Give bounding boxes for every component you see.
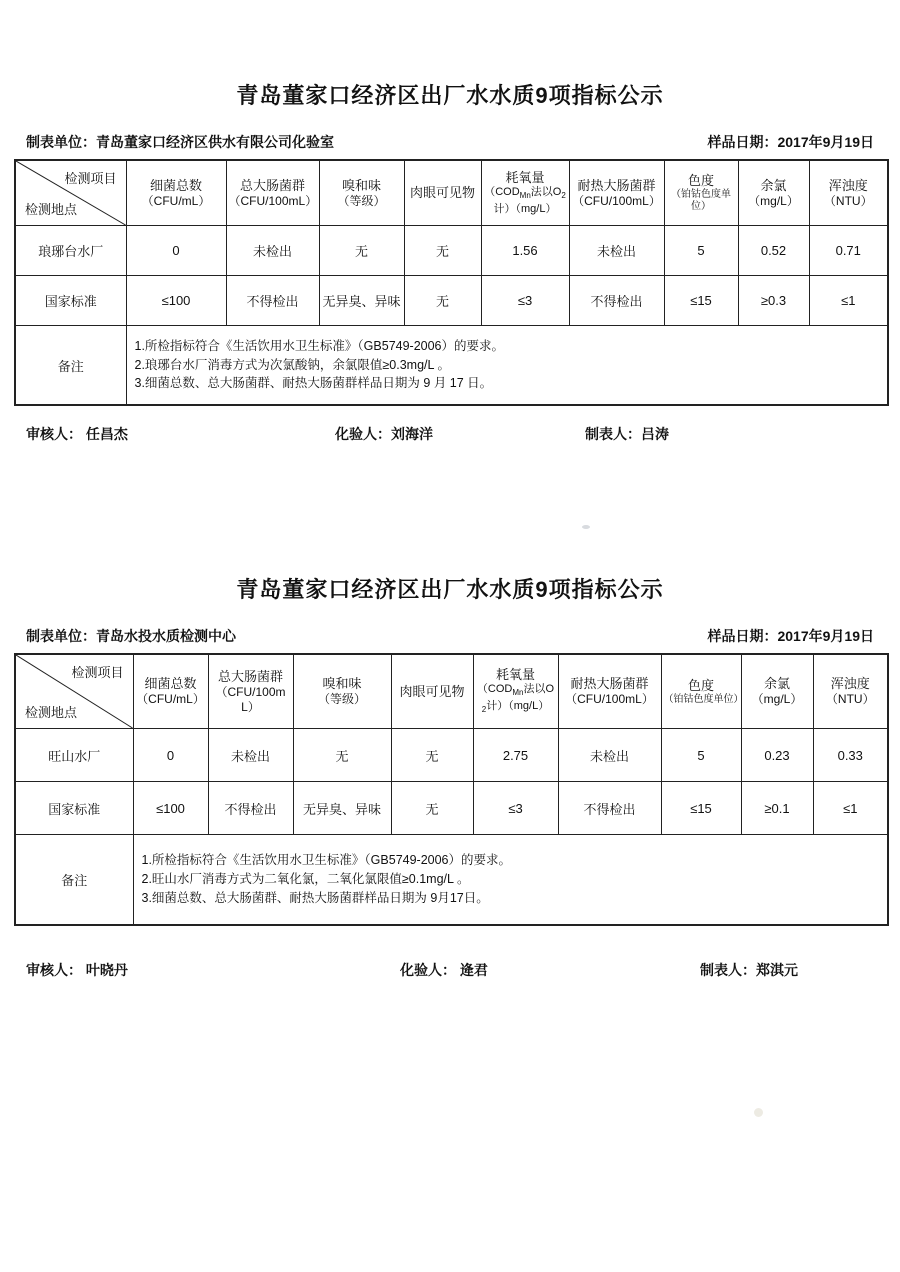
corner-label-item: 检测项目 xyxy=(71,665,124,680)
remark-line: 3.细菌总数、总大肠菌群、耐热大肠菌群样品日期为 9月17日。 xyxy=(141,890,489,905)
cell-value: 不得检出 xyxy=(569,276,664,326)
report-2-sample-date: 样品日期：2017年9月19日 xyxy=(707,628,874,644)
report-2-maker-unit: 制表单位：青岛水投水质检测中心 xyxy=(26,628,236,644)
cell-value: ≤3 xyxy=(473,782,558,835)
cell-value: 未检出 xyxy=(569,226,664,276)
column-header-odor: 嗅和味 （等级） xyxy=(293,654,391,729)
report-2-signatures xyxy=(0,960,900,980)
row-label: 国家标准 xyxy=(15,276,126,326)
report-1-title: 青岛董家口经济区出厂水水质9项指标公示 xyxy=(236,83,664,108)
column-header-visible-matter: 肉眼可见物 xyxy=(404,160,481,226)
corner-label-site: 检测地点 xyxy=(25,202,78,217)
table-row xyxy=(15,782,888,835)
report-2-meta xyxy=(26,626,874,646)
cell-value: 2.75 xyxy=(473,729,558,782)
tester-signature: 化验人： 逄君 xyxy=(400,962,488,978)
remarks-content xyxy=(126,326,888,406)
cell-value: ≤100 xyxy=(126,276,226,326)
column-header-coliform: 总大肠菌群 （CFU/100mL） xyxy=(208,654,293,729)
cell-value: 无 xyxy=(293,729,391,782)
remark-line: 3.细菌总数、总大肠菌群、耐热大肠菌群样品日期为 9 月 17 日。 xyxy=(134,376,493,391)
remarks-row xyxy=(15,326,888,406)
column-header-coliform: 总大肠菌群 （CFU/100mL） xyxy=(226,160,319,226)
cell-value: 5 xyxy=(661,729,741,782)
remark-line: 1.所检指标符合《生活饮用水卫生标准》（GB5749-2006）的要求。 xyxy=(134,338,505,353)
reviewer-signature: 审核人： 叶晓丹 xyxy=(26,962,128,978)
cell-value: ≥0.3 xyxy=(738,276,809,326)
report-1-maker-unit: 制表单位：青岛董家口经济区供水有限公司化验室 xyxy=(26,134,334,150)
cell-value: 1.56 xyxy=(481,226,569,276)
column-header-oxygen-consumption: 耗氧量 （$COD_{Mn}$法以$O_2$计）（mg/L） xyxy=(473,654,558,729)
scan-artifact xyxy=(582,525,590,529)
maker-signature: 制表人：吕涛 xyxy=(585,426,669,442)
column-header-odor: 嗅和味 （等级） xyxy=(319,160,404,226)
column-unit: （$COD_{Mn}$法以$O_2$计）（mg/L） xyxy=(484,186,566,215)
cell-value: 0.33 xyxy=(813,729,888,782)
column-header-oxygen-consumption: 耗氧量 （$COD_{Mn}$法以$O_2$计）（mg/L） xyxy=(481,160,569,226)
column-header-thermotolerant-coliform: 耐热大肠菌群 （CFU/100mL） xyxy=(569,160,664,226)
cell-value: 无 xyxy=(404,276,481,326)
cell-value: ≥0.1 xyxy=(741,782,813,835)
column-header-visible-matter: 肉眼可见物 xyxy=(391,654,473,729)
cell-value: 不得检出 xyxy=(226,276,319,326)
report-2-title: 青岛董家口经济区出厂水水质9项指标公示 xyxy=(236,577,664,602)
table-row xyxy=(15,226,888,276)
remarks-label: 备注 xyxy=(15,326,126,406)
cell-value: ≤15 xyxy=(661,782,741,835)
table-1-header-row xyxy=(15,160,888,226)
table-2-header-row xyxy=(15,654,888,729)
cell-value: 无 xyxy=(319,226,404,276)
scan-artifact xyxy=(754,1108,763,1117)
cell-value: 0.52 xyxy=(738,226,809,276)
column-header-chroma: 色度 （铂钴色度单位） xyxy=(664,160,738,226)
row-label: 国家标准 xyxy=(15,782,133,835)
corner-label-site: 检测地点 xyxy=(25,705,78,720)
cell-value: 不得检出 xyxy=(558,782,661,835)
tester-signature: 化验人：刘海洋 xyxy=(335,426,433,442)
report-1-sample-date: 样品日期：2017年9月19日 xyxy=(707,134,874,150)
remarks-content xyxy=(133,835,888,926)
cell-value: 0.23 xyxy=(741,729,813,782)
cell-value: ≤1 xyxy=(813,782,888,835)
column-header-turbidity: 浑浊度 （NTU） xyxy=(813,654,888,729)
cell-value: 0 xyxy=(126,226,226,276)
remarks-row xyxy=(15,835,888,926)
cell-value: 0.71 xyxy=(809,226,888,276)
table-row xyxy=(15,276,888,326)
column-header-bacteria: 细菌总数 （CFU/mL） xyxy=(126,160,226,226)
remark-line: 2.琅琊台水厂消毒方式为次氯酸钠，余氯限值≥0.3mg/L 。 xyxy=(134,357,450,372)
cell-value: 无异臭、异味 xyxy=(319,276,404,326)
cell-value: 5 xyxy=(664,226,738,276)
column-header-bacteria: 细菌总数 （CFU/mL） xyxy=(133,654,208,729)
report-1-signatures xyxy=(0,424,900,444)
report-1-meta xyxy=(26,132,874,152)
maker-signature: 制表人：郑淇元 xyxy=(700,962,798,978)
remark-line: 1.所检指标符合《生活饮用水卫生标准》（GB5749-2006）的要求。 xyxy=(141,853,512,868)
row-label: 旺山水厂 xyxy=(15,729,133,782)
cell-value: ≤1 xyxy=(809,276,888,326)
cell-value: 无 xyxy=(391,729,473,782)
table-2-corner-cell xyxy=(15,654,133,729)
table-1-corner-cell xyxy=(15,160,126,226)
cell-value: 不得检出 xyxy=(208,782,293,835)
column-unit: （$COD_{Mn}$法以$O_2$计）（mg/L） xyxy=(476,683,555,714)
cell-value: ≤15 xyxy=(664,276,738,326)
cell-value: ≤3 xyxy=(481,276,569,326)
cell-value: 0 xyxy=(133,729,208,782)
remark-line: 2.旺山水厂消毒方式为二氧化氯，二氧化氯限值≥0.1mg/L 。 xyxy=(141,872,470,887)
cell-value: 无 xyxy=(391,782,473,835)
table-row xyxy=(15,729,888,782)
water-quality-table-2 xyxy=(14,653,889,926)
cell-value: 未检出 xyxy=(208,729,293,782)
cell-value: 无 xyxy=(404,226,481,276)
row-label: 琅琊台水厂 xyxy=(15,226,126,276)
column-header-turbidity: 浑浊度 （NTU） xyxy=(809,160,888,226)
column-header-residual-chlorine: 余氯 （mg/L） xyxy=(738,160,809,226)
water-quality-table-1 xyxy=(14,159,889,406)
cell-value: 未检出 xyxy=(226,226,319,276)
column-header-thermotolerant-coliform: 耐热大肠菌群 （CFU/100mL） xyxy=(558,654,661,729)
corner-label-item: 检测项目 xyxy=(64,171,117,186)
reviewer-signature: 审核人： 任昌杰 xyxy=(26,426,128,442)
cell-value: ≤100 xyxy=(133,782,208,835)
cell-value: 无异臭、异味 xyxy=(293,782,391,835)
column-header-chroma: 色度 （铂钴色度单位） xyxy=(661,654,741,729)
column-header-residual-chlorine: 余氯 （mg/L） xyxy=(741,654,813,729)
remarks-label: 备注 xyxy=(15,835,133,926)
cell-value: 未检出 xyxy=(558,729,661,782)
